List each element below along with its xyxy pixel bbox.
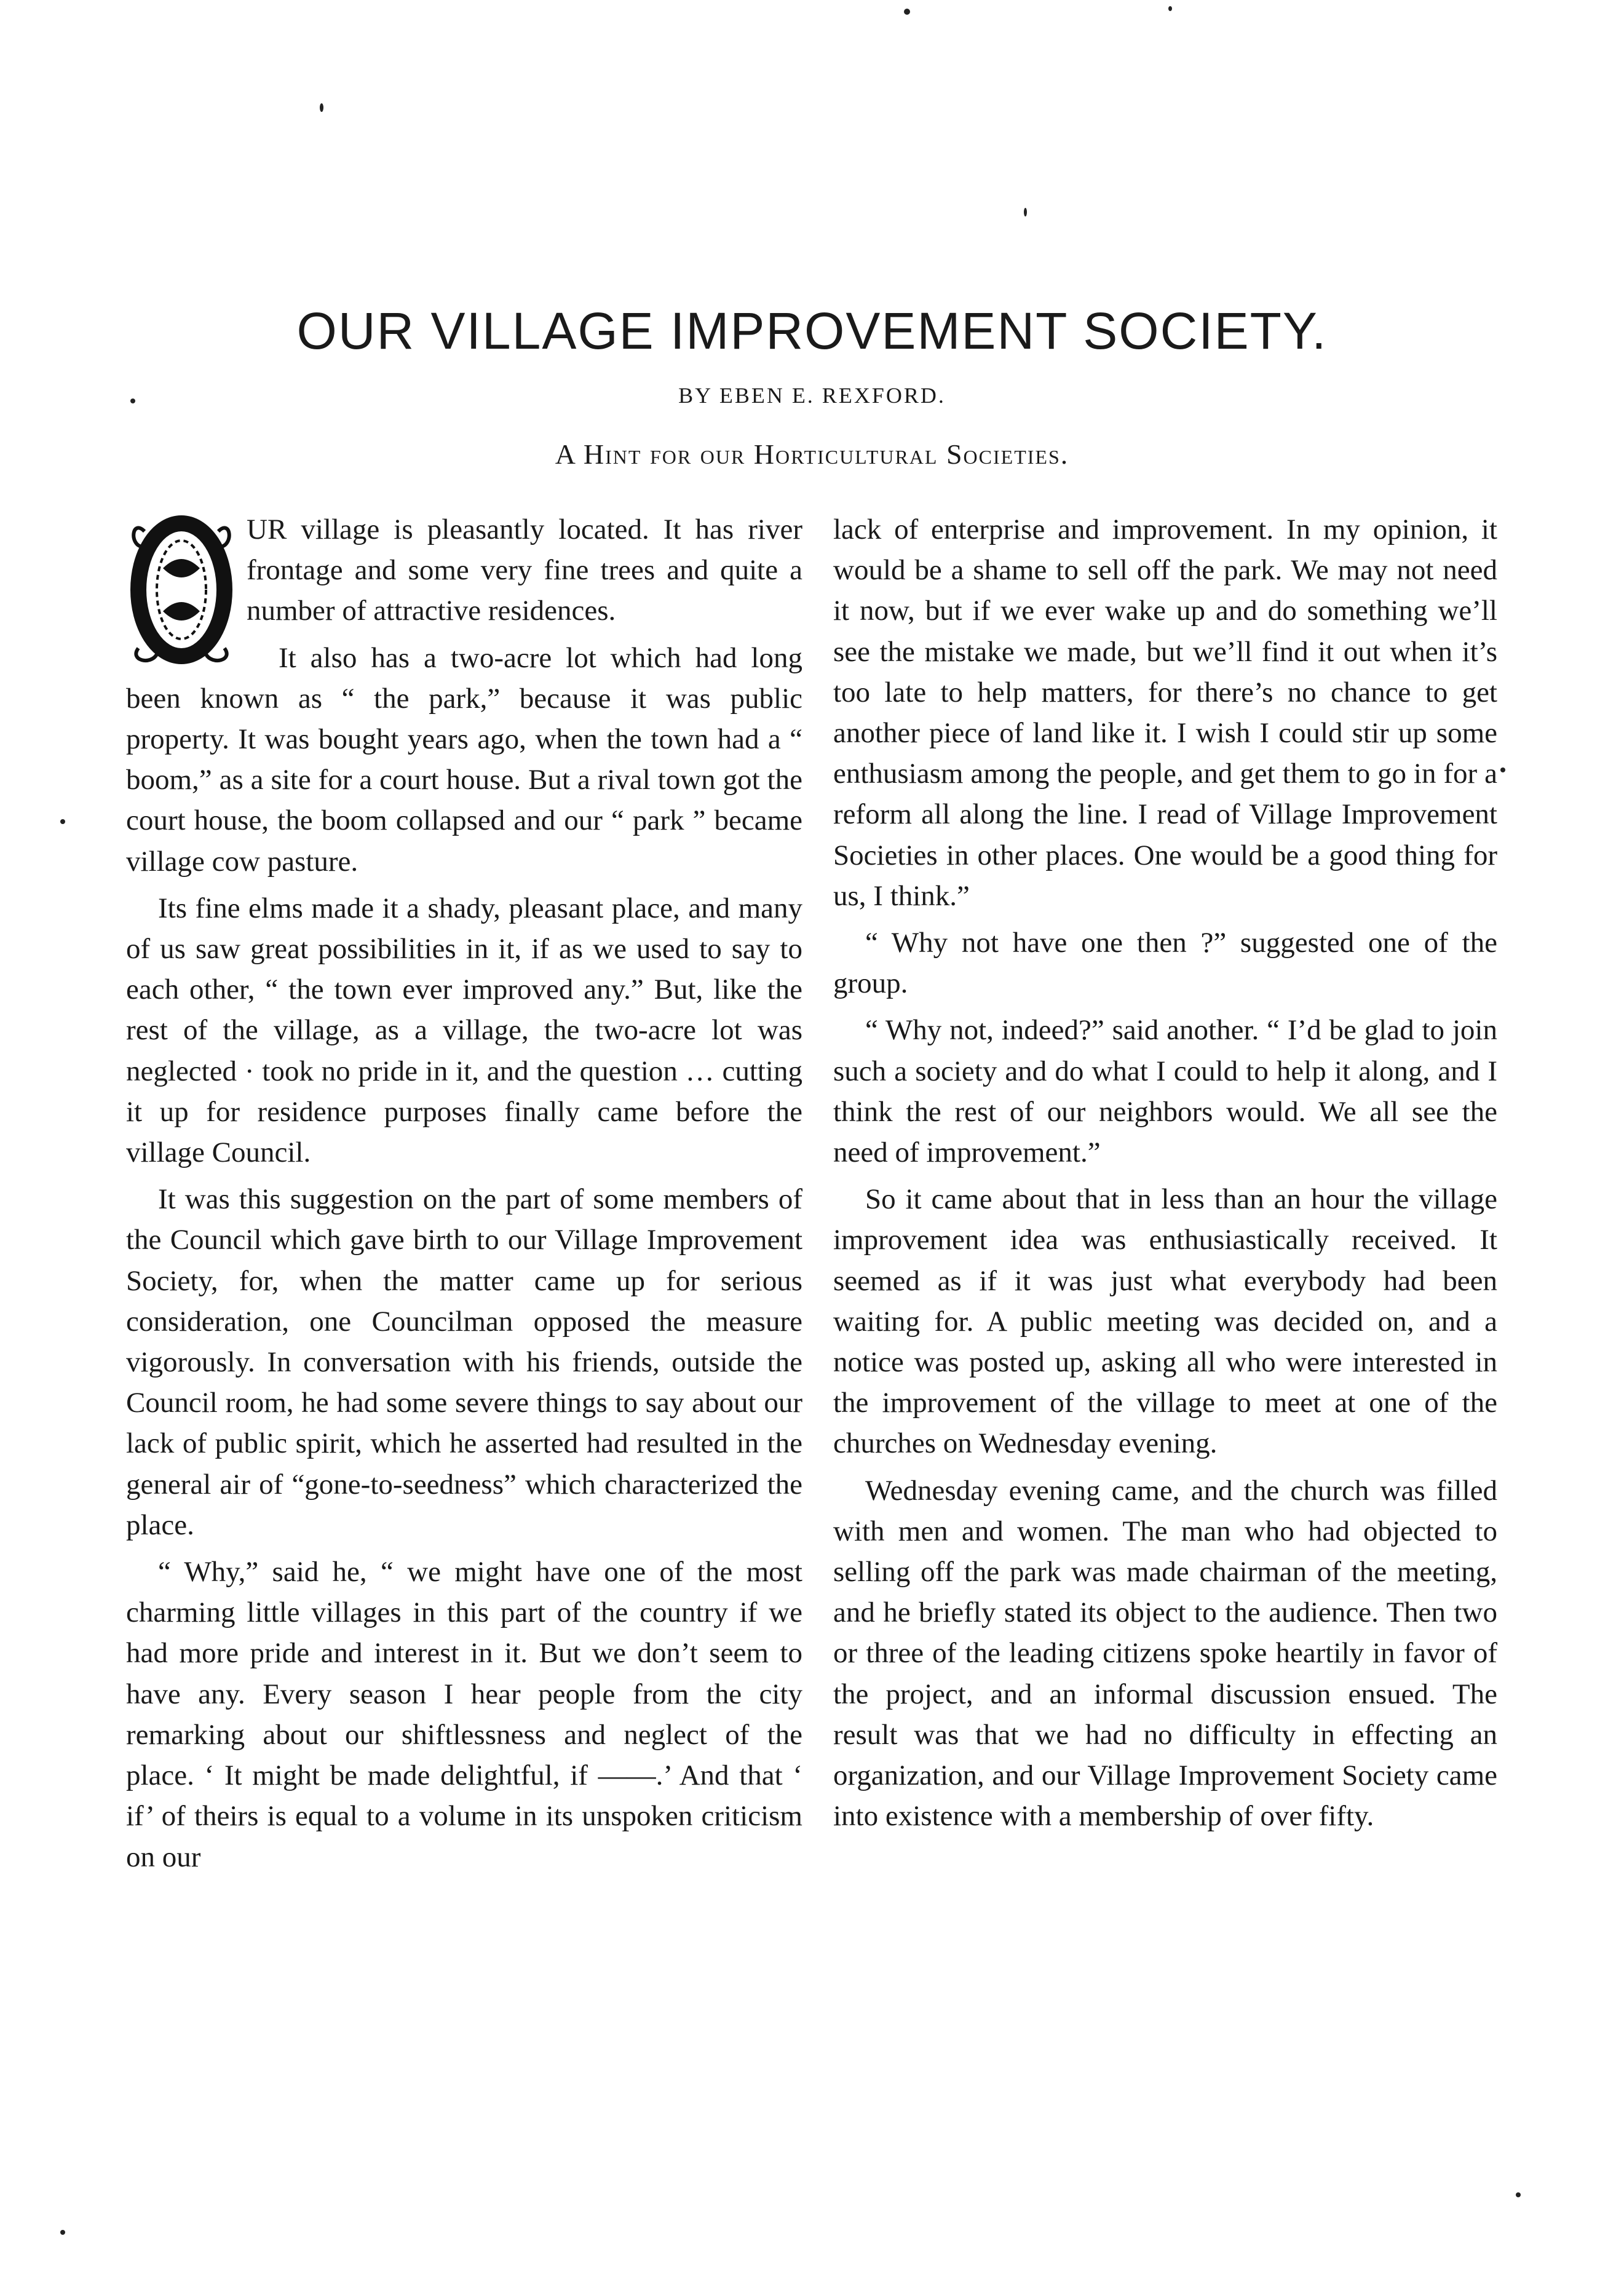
paragraph: Its fine elms made it a shady, pleasant place, and many of us saw great possibilities in it, if as we used to say to each other, “ the town ever improved any.” But, like the rest of the village, as a village, the two-acre lot was neglected · took no pride in it, and the question … cutting it up for residence purposes finally came before the village Council. bbox=[126, 892, 802, 1169]
scan-speck bbox=[1024, 208, 1027, 216]
paragraph: It was this suggestion on the part of some members of the Council which gave birth to our Village Improvement Society, for, when the matter came up for serious consideration, one Councilman opposed the measure vigorously. In conversation with his friends, outside the Council room, he had some severe things to say about our lack of public spirit, which he asserted had resulted in the general air of “gone-to-seedness” which characterized the place. bbox=[126, 1183, 802, 1541]
scan-speck bbox=[1500, 767, 1505, 772]
paragraph: “ Why not have one then ?” suggested one of the group. bbox=[833, 927, 1497, 1000]
paragraph: UR village is pleasantly located. It has river frontage and some very fine trees and quite a number of attractive residences. bbox=[247, 514, 802, 627]
scan-speck bbox=[320, 103, 323, 112]
paragraph: “ Why,” said he, “ we might have one of the most charming little villages in this part of the country if we had more pride and interest in it. But we don’t seem to have any. Every season I hear people from the city remarking about our shiftlessness and neglect of the place. ‘ It might be made delightful, if ——.’ And that ‘ if’ of theirs is equal to a volume in its unspoken criticism on our bbox=[126, 1556, 802, 1873]
paragraph: It also has a two-acre lot which had long been known as “ the park,” because it was public property. It was bought years ago, when the town had a “ boom,” as a site for a court house. But a rival town got the court house, the boom collapsed and our “ park ” became village cow pasture. bbox=[126, 641, 802, 878]
article-byline: BY EBEN E. REXFORD. bbox=[678, 383, 946, 408]
scan-speck bbox=[1168, 6, 1172, 11]
left-column bbox=[126, 509, 802, 1884]
drop-cap-letter: O bbox=[172, 577, 191, 605]
ornate-drop-cap-icon bbox=[126, 513, 237, 667]
right-column bbox=[833, 509, 1497, 1843]
scan-speck bbox=[60, 2230, 65, 2235]
scan-speck bbox=[60, 819, 65, 824]
paragraph: “ Why not, indeed?” said another. “ I’d be glad to join such a society and do what I could to help it along, and I think the rest of our neighbors would. We all see the need of improvement.” bbox=[833, 1014, 1497, 1169]
paragraph: So it came about that in less than an hour the village improvement idea was enthusiastically received. It seemed as if it was just what everybody had been waiting for. A public meeting was decided on, and a notice was posted up, asking all who were interested in the improvement of the village to meet at one of the churches on Wednesday evening. bbox=[833, 1183, 1497, 1460]
article-title: OUR VILLAGE IMPROVEMENT SOCIETY. bbox=[296, 302, 1328, 360]
paragraph: lack of enterprise and improvement. In my opinion, it would be a shame to sell off the park. We may not need it now, but if we ever wake up and do something we’ll see the mistake we made, but we’ll find it out when it’s too late to help matters, for there’s no chance to get another piece of land like it. I wish I could stir up some enthusiasm among the people, and get them to go in for a reform all along the line. I read of Village Improvement Societies in other places. One would be a good thing for us, I think.” bbox=[833, 514, 1497, 912]
scan-speck bbox=[904, 9, 910, 15]
scan-speck bbox=[1516, 2192, 1521, 2197]
paragraph: Wednesday evening came, and the church was filled with men and women. The man who had objected to selling off the park was made chairman of the meeting, and he briefly stated its object to the audience. Then two or three of the leading citizens spoke heartily in favor of the project, and an informal discussion ensued. The result was that we had no difficulty in effecting an organization, and our Village Improvement Society came into existence with a membership of over fifty. bbox=[833, 1474, 1497, 1833]
article-subtitle: A Hint for our Horticultural Societies. bbox=[555, 438, 1069, 470]
